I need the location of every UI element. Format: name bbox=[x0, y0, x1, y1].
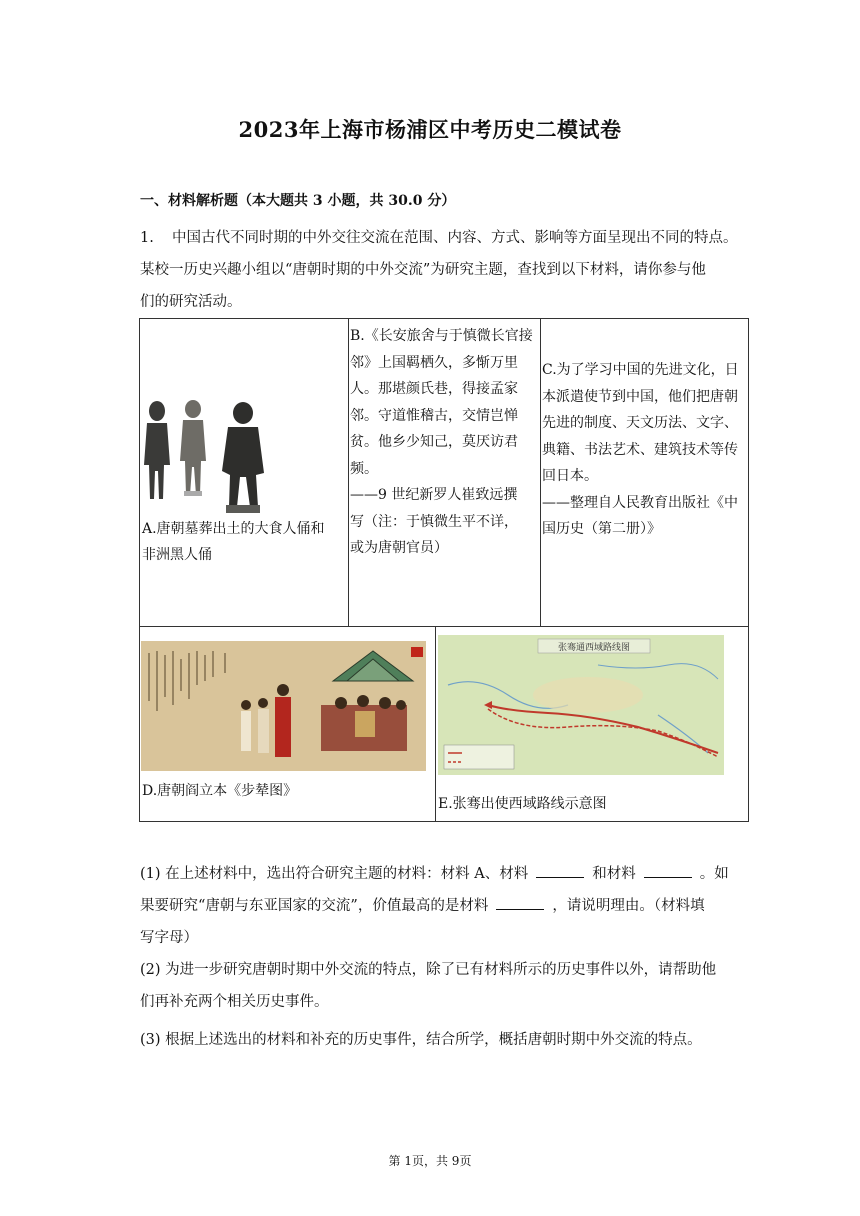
intro-line-2: 某校一历史兴趣小组以“唐朝时期的中外交流”为研究主题，查找到以下材料，请你参与他 bbox=[140, 262, 706, 278]
map-title: 张骞通西域路线图 bbox=[557, 643, 631, 653]
sub-question-1-line-3: 写字母） bbox=[140, 930, 198, 946]
page-footer: 第 1页，共 9页 bbox=[388, 1154, 472, 1168]
figurines-image bbox=[140, 399, 270, 517]
intro-line-3: 们的研究活动。 bbox=[140, 294, 242, 310]
answer-blank-3[interactable] bbox=[496, 891, 544, 910]
materials-table bbox=[139, 318, 749, 822]
material-b-line: 或为唐朝官员） bbox=[350, 540, 448, 556]
material-a-caption-line-1: A.唐朝墓葬出土的大食人俑和 bbox=[142, 521, 325, 537]
material-b-line: 邻。守道惟稽古，交情岂惮 bbox=[350, 407, 518, 424]
material-c-cell bbox=[542, 357, 748, 543]
page-title: 2023年上海市杨浦区中考历史二模试卷 bbox=[238, 117, 622, 142]
material-c-line: 先进的制度、天文历法、文字、 bbox=[542, 415, 738, 431]
material-c-line: 国历史（第二册）》 bbox=[542, 521, 661, 537]
material-c-line: 本派遣使节到中国，他们把唐朝 bbox=[542, 388, 738, 405]
sub-question-1-line-2: 果要研究“唐朝与东亚国家的交流”，价值最高的是材料 ，请说明理由。（材料填 bbox=[140, 890, 752, 922]
material-b-line: 人。那堪颜氏巷，得接孟家 bbox=[350, 381, 518, 397]
answer-blank-2[interactable] bbox=[644, 859, 692, 878]
painting-image bbox=[141, 641, 426, 771]
sub-question-1-line-1: (1) 在上述材料中，选出符合研究主题的材料：材料 A、材料 和材料 。如 bbox=[140, 858, 752, 890]
material-d-cell bbox=[140, 627, 435, 821]
question-number: 1. bbox=[140, 230, 154, 246]
material-e-caption: E.张骞出使西域路线示意图 bbox=[438, 796, 607, 812]
answer-blank-1[interactable] bbox=[536, 859, 584, 878]
sub-question-2-line-2: 们再补充两个相关历史事件。 bbox=[140, 994, 329, 1010]
route-map-image bbox=[438, 635, 724, 775]
material-b-line: 频。 bbox=[350, 460, 378, 477]
material-c-line: 回日本。 bbox=[542, 468, 598, 484]
material-b-line: 贫。他乡少知己，莫厌访君 bbox=[350, 434, 518, 450]
material-e-cell bbox=[436, 627, 748, 821]
sub-question-3-line-1: (3) 根据上述选出的材料和补充的历史事件，结合所学，概括唐朝时期中外交流的特点。 bbox=[140, 1032, 702, 1048]
sub-question-2 bbox=[140, 954, 752, 1018]
material-c-line: 典籍、书法艺术、建筑技术等传 bbox=[542, 441, 738, 458]
material-b-cell bbox=[350, 323, 540, 562]
intro-line-1: 1. 中国古代不同时期的中外交往交流在范围、内容、方式、影响等方面呈现出不同的特点。 bbox=[140, 222, 750, 254]
material-b-line: 写（注：于慎微生平不详， bbox=[350, 513, 518, 530]
material-a-cell bbox=[140, 319, 348, 626]
section-heading: 一、材料解析题（本大题共 3 小题，共 30.0 分） bbox=[140, 193, 456, 209]
material-d-caption: D.唐朝阎立本《步辇图》 bbox=[142, 783, 298, 799]
sub-question-1 bbox=[140, 858, 752, 954]
sub-question-2-line-1: (2) 为进一步研究唐朝时期中外交流的特点，除了已有材料所示的历史事件以外，请帮助他 bbox=[140, 962, 717, 978]
material-c-line: C.为了学习中国的先进文化，日 bbox=[542, 362, 739, 378]
material-a-caption-line-2: 非洲黑人俑 bbox=[142, 547, 212, 563]
material-b-line: ——9 世纪新罗人崔致远撰 bbox=[350, 487, 518, 503]
material-b-line: 邻》上国羁栖久，多惭万里 bbox=[350, 354, 518, 371]
question-1-intro bbox=[140, 222, 750, 318]
material-b-line: B.《长安旅舍与于慎微长官接 bbox=[350, 328, 533, 344]
material-c-line: ——整理自人民教育出版社《中 bbox=[542, 494, 738, 511]
sub-question-3 bbox=[140, 1024, 752, 1056]
